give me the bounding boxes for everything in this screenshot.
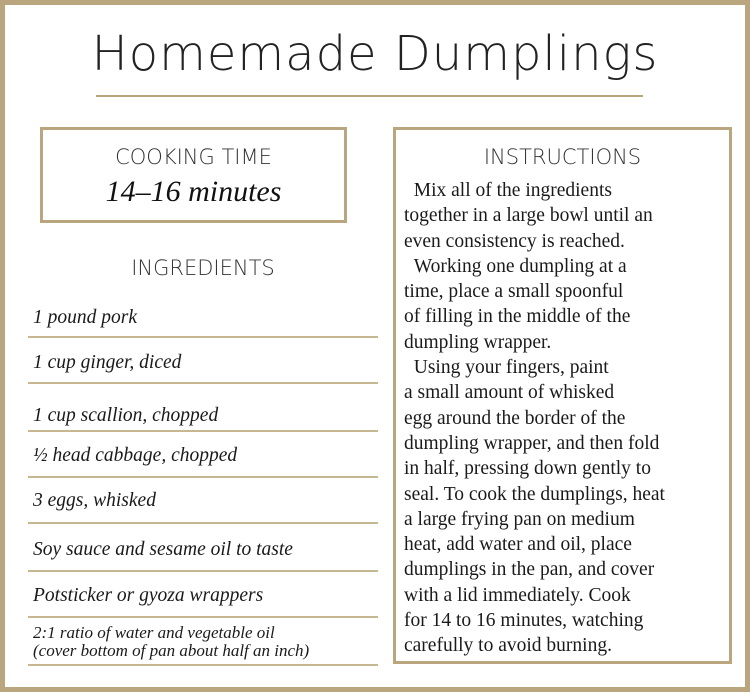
page-title: Homemade Dumplings <box>91 26 659 82</box>
instruction-line: Using your fingers, paint <box>404 357 609 379</box>
instruction-line: dumpling wrapper, and then fold <box>404 432 660 454</box>
instruction-line: carefully to avoid burning. <box>404 635 612 657</box>
ingredient-divider <box>28 336 378 338</box>
instruction-line: in half, pressing down gently to <box>404 458 651 480</box>
instruction-line: together in a large bowl until an <box>404 205 653 227</box>
instruction-line: seal. To cook the dumplings, heat <box>404 483 665 505</box>
instruction-line: for 14 to 16 minutes, watching <box>404 610 644 632</box>
instruction-line: with a lid immediately. Cook <box>404 584 631 606</box>
instruction-line: even consistency is reached. <box>404 230 625 252</box>
ingredient-divider <box>28 476 378 478</box>
ingredient-item: Potsticker or gyoza wrappers <box>33 585 264 606</box>
instruction-line: egg around the border of the <box>404 407 626 429</box>
cooking-time-label: COOKING TIME <box>115 145 272 169</box>
instructions-box <box>393 127 732 664</box>
ingredient-divider <box>28 430 378 432</box>
instruction-line: Mix all of the ingredients <box>404 180 612 201</box>
ingredient-item: Soy sauce and sesame oil to taste <box>33 539 293 560</box>
ingredient-item: 1 pound pork <box>33 307 137 328</box>
ingredient-divider <box>28 664 378 666</box>
ingredients-heading: INGREDIENTS <box>131 256 275 280</box>
instruction-line: heat, add water and oil, place <box>404 534 632 556</box>
instruction-line: of filling in the middle of the <box>404 306 631 328</box>
ingredient-item: ½ head cabbage, chopped <box>33 445 238 466</box>
ingredient-item-note: (cover bottom of pan about half an inch) <box>33 641 310 660</box>
instruction-line: time, place a small spoonful <box>404 281 624 303</box>
ingredient-divider <box>28 522 378 524</box>
instructions-heading: INSTRUCTIONS <box>483 145 642 169</box>
instructions-text <box>404 178 729 659</box>
cooking-time-value: 14–16 minutes <box>105 175 282 208</box>
instruction-line: a small amount of whisked <box>404 382 615 404</box>
title-divider <box>96 95 643 97</box>
instruction-line: dumpling wrapper. <box>404 331 552 353</box>
instruction-line: a large frying pan on medium <box>404 508 635 530</box>
instruction-line: Working one dumpling at a <box>404 255 627 277</box>
ingredient-divider <box>28 616 378 618</box>
cooking-time-box <box>40 127 347 223</box>
ingredient-divider <box>28 382 378 384</box>
instruction-line: dumplings in the pan, and cover <box>404 559 655 581</box>
ingredient-item: 3 eggs, whisked <box>33 490 156 511</box>
ingredient-item: 1 cup scallion, chopped <box>33 405 219 426</box>
ingredient-item: 1 cup ginger, diced <box>33 352 182 373</box>
ingredient-item: 2:1 ratio of water and vegetable oil <box>33 623 275 642</box>
ingredient-divider <box>28 570 378 572</box>
